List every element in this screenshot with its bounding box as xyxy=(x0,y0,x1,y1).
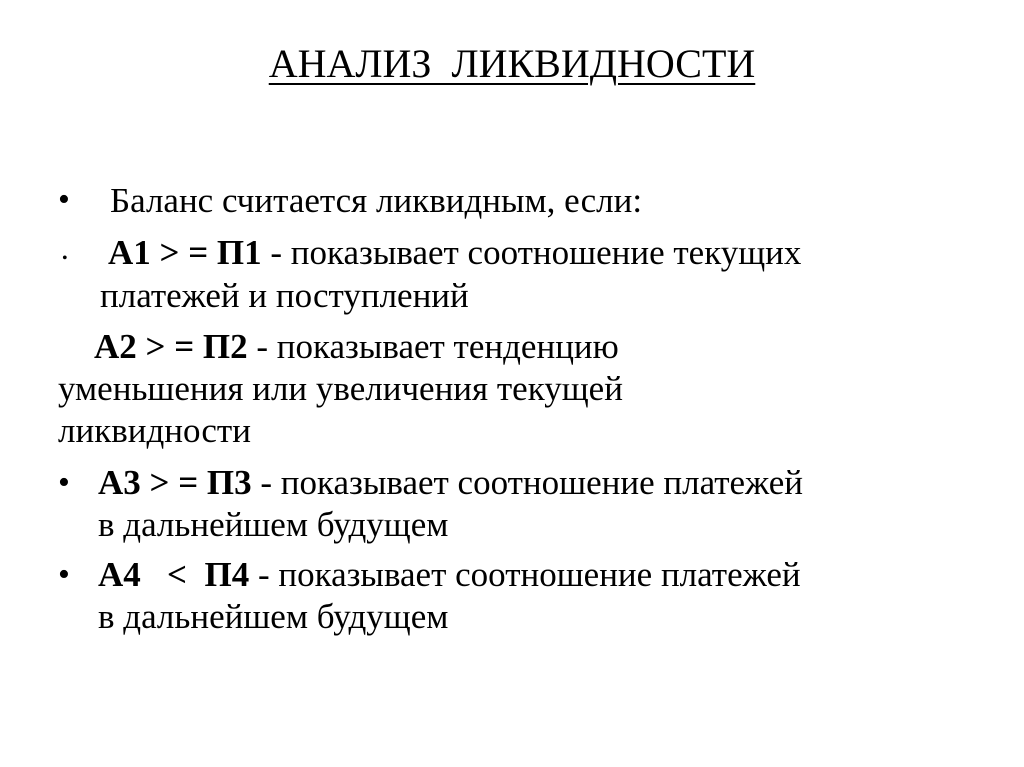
ratio-a4-p4: А4 < П4 xyxy=(98,555,250,594)
list-item-a2 xyxy=(94,326,619,368)
ratio-a4-description: - показывает соотношение платежей xyxy=(249,555,801,594)
ratio-a1-description: - показывает соотношение текущих xyxy=(261,233,802,272)
list-item-a4 xyxy=(98,554,801,596)
ratio-a1-p1: А1 > = П1 xyxy=(108,233,262,272)
ratio-a3-description-cont: в дальнейшем будущем xyxy=(98,505,449,544)
slide-title-text: АНАЛИЗ ЛИКВИДНОСТИ xyxy=(268,41,756,86)
bullet-marker: • xyxy=(62,250,68,267)
ratio-a1-description-cont: платежей и поступлений xyxy=(100,276,469,315)
bullet-marker: • xyxy=(58,181,70,218)
ratio-a2-description-cont2: ликвидности xyxy=(58,411,251,450)
ratio-a3-description: - показывает соотношение платежей xyxy=(251,463,804,502)
ratio-a2-description-cont: уменьшения или увеличения текущей xyxy=(58,369,623,408)
bullet-marker: • xyxy=(58,464,70,501)
ratio-a4-description-cont: в дальнейшем будущем xyxy=(98,597,449,636)
slide-title xyxy=(0,40,1024,88)
ratio-a3-p3: А3 > = П3 xyxy=(98,463,252,502)
list-item-a1 xyxy=(108,232,801,274)
balance-condition-text: Баланс считается ликвидным, если: xyxy=(110,181,643,220)
ratio-a2-p2: А2 > = П2 xyxy=(94,327,248,366)
list-item-a3 xyxy=(98,462,803,504)
bullet-marker: • xyxy=(58,556,70,593)
ratio-a2-description: - показывает тенденцию xyxy=(247,327,619,366)
